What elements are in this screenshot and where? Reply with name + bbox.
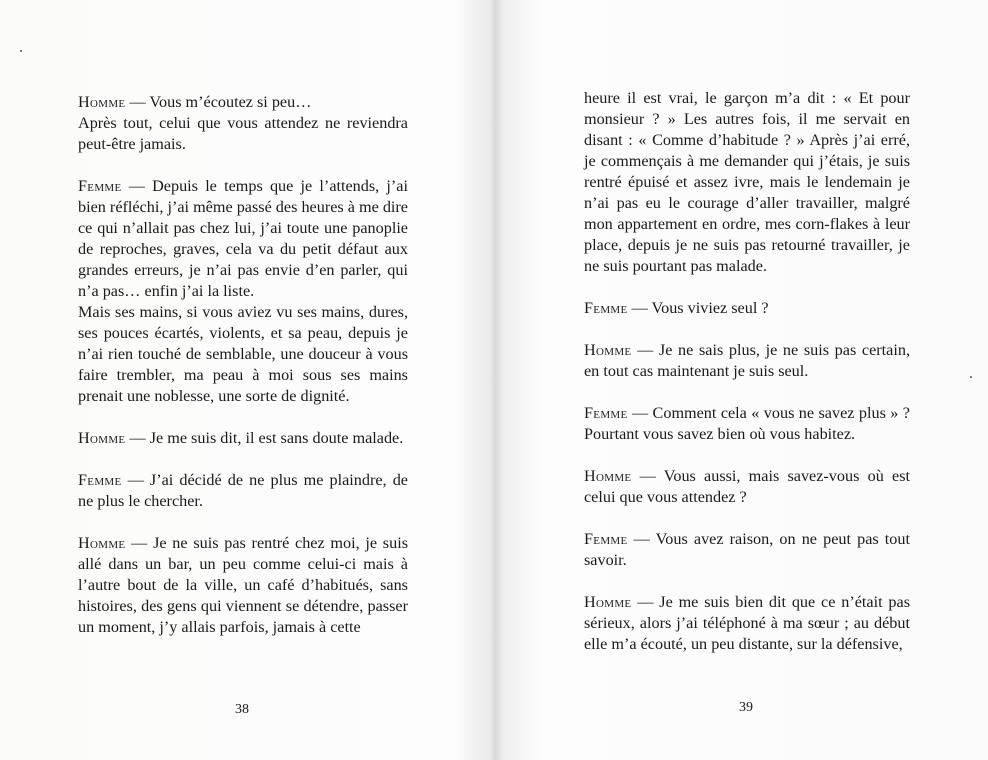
paper-speck	[20, 50, 22, 52]
paragraph	[584, 529, 910, 571]
paper-speck	[970, 376, 972, 378]
dialogue-text: — Vous aussi, mais savez-vous où est celui que vous attendez ?	[584, 467, 910, 506]
dialogue-text: — J’ai décidé de ne plus me plaindre, de ne plus le chercher.	[78, 471, 408, 510]
paragraph	[584, 466, 910, 508]
dialogue-text: — Je ne suis pas rentré chez moi, je suis allé dans un bar, un peu comme celui-ci mais à l’autre bout de la ville, un café d’habitués, sans histoires, des gens qui viennent se détendre, passer un moment, j’y allais parfois, jamais à cette	[78, 534, 408, 636]
speaker-label: Homme	[584, 341, 632, 359]
dialogue-text: — Vous m’écoutez si peu…	[125, 93, 312, 111]
speaker-label: Femme	[78, 471, 122, 489]
speaker-label: Homme	[78, 534, 126, 552]
page-number: 38	[235, 702, 249, 717]
page-number: 39	[739, 700, 753, 715]
speaker-label: Homme	[584, 593, 632, 611]
paragraph	[78, 92, 408, 155]
paragraph	[584, 298, 910, 319]
speaker-label: Homme	[78, 93, 126, 111]
dialogue-continuation: Mais ses mains, si vous aviez vu ses mains, dures, ses pouces écartés, violents, et sa peau, depuis je n’ai rien touché de semblable, une douceur à vous faire trembler, ma peau à moi sous ses mains prenait une noblesse, une sorte de dignité.	[78, 303, 408, 405]
speaker-label: Femme	[78, 177, 122, 195]
right-page	[494, 0, 988, 760]
paragraph	[584, 340, 910, 382]
dialogue-text: — Comment cela « vous ne savez plus » ? Pourtant vous savez bien où vous habitez.	[584, 404, 910, 443]
paragraph	[78, 533, 408, 638]
dialogue-text: heure il est vrai, le garçon m’a dit : « Et pour monsieur ? » Les autres fois, il me servait en disant : « Comme d’habitude ? » Après j’ai erré, je commençais à me demander qui j’étais, je suis rentré épuisé et assez ivre, mais le lendemain je n’ai pas eu le courage d’aller travailler, malgré mon appartement en ordre, mes corn-flakes à leur place, depuis je ne suis pas retourné travailler, je ne suis pourtant pas malade.	[584, 89, 910, 275]
dialogue-text: — Je me suis dit, il est sans doute malade.	[125, 429, 404, 447]
dialogue-text: — Je ne sais plus, je ne suis pas certain, en tout cas maintenant je suis seul.	[584, 341, 910, 380]
dialogue-text: — Vous viviez seul ?	[627, 299, 769, 317]
speaker-label: Femme	[584, 299, 628, 317]
dialogue-text: — Vous avez raison, on ne peut pas tout savoir.	[584, 530, 910, 569]
speaker-label: Homme	[78, 429, 126, 447]
left-page-text	[78, 92, 408, 659]
dialogue-text: — Je me suis bien dit que ce n’était pas sérieux, alors j’ai téléphoné à ma sœur ; au début elle m’a écouté, un peu distante, sur la défensive,	[584, 593, 910, 653]
paragraph	[584, 88, 910, 277]
speaker-label: Femme	[584, 404, 628, 422]
paragraph	[584, 403, 910, 445]
speaker-label: Femme	[584, 530, 628, 548]
dialogue-text: — Depuis le temps que je l’attends, j’ai bien réfléchi, j’ai même passé des heures à me dire ce qui n’allait pas chez lui, j’ai toute une panoplie de reproches, graves, cela va du petit défaut aux grandes erreurs, je n’ai pas envie d’en parler, qui n’a pas… enfin j’ai la liste.	[78, 177, 408, 300]
speaker-label: Homme	[584, 467, 632, 485]
paragraph	[78, 470, 408, 512]
dialogue-continuation: Après tout, celui que vous attendez ne reviendra peut-être jamais.	[78, 114, 408, 153]
right-page-text	[584, 88, 910, 676]
paragraph	[78, 176, 408, 407]
paragraph	[584, 592, 910, 655]
paragraph	[78, 428, 408, 449]
